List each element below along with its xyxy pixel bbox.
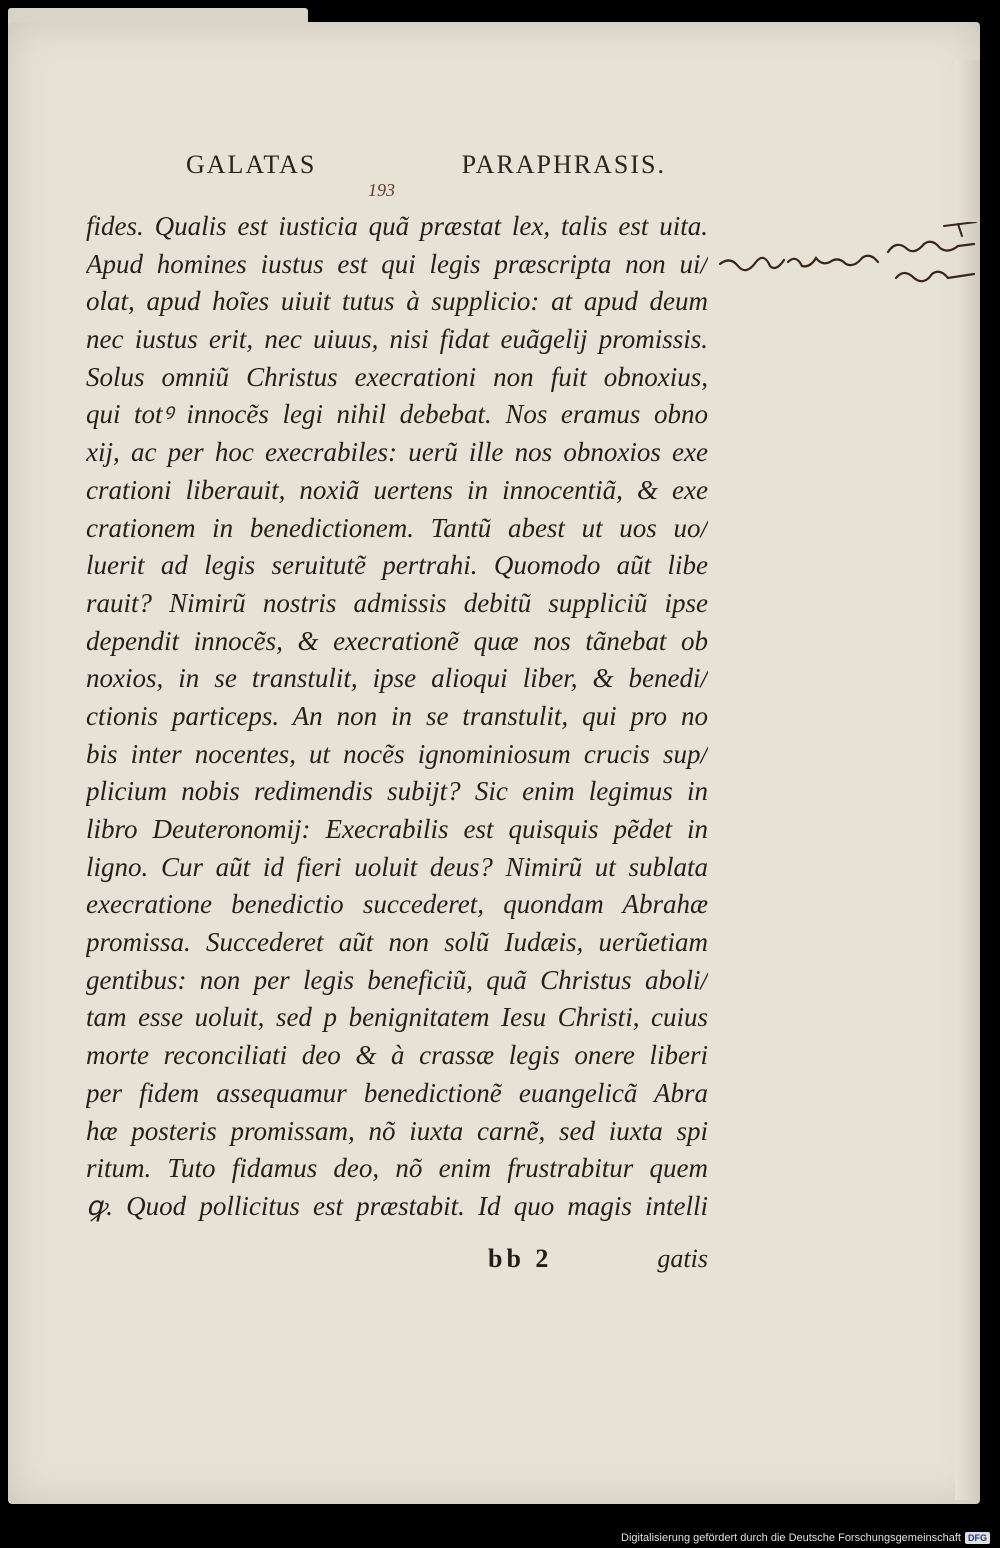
text-line: Solus omniũ Christus execrationi non fuit obnoxius, (86, 361, 708, 392)
text-line: olat, apud hoĩes uiuit tutus à supplicio: at apud deum (86, 286, 708, 317)
text-line: execratione benedictio succederet, quondam Abrahæ (86, 889, 708, 920)
signature-mark: bb 2 (488, 1244, 553, 1273)
text-line: morte reconciliati deo & à crassæ legis onere liberi (86, 1040, 708, 1071)
text-line: luerit ad legis seruitutẽ pertrahi. Quomodo aũt libe (86, 550, 708, 581)
handwritten-folio-number: 193 (368, 180, 395, 200)
credit-text: Digitalisierung gefördert durch die Deutsche Forschungsgemeinschaft (621, 1532, 961, 1544)
text-line: plicium nobis redimendis subijt? Sic enim legimus in (86, 776, 708, 807)
text-line: ligno. Cur aũt id fieri uoluit deus? Nimirũ ut sublata (86, 851, 708, 882)
handwritten-marginal-note (718, 222, 978, 312)
text-line: crationi liberauit, noxiã uertens in innocentiã, & exe (86, 474, 708, 505)
running-head-right: PARAPHRASIS. (461, 150, 666, 179)
text-line: ꝙ. Quod pollicitus est præstabit. Id quo magis intelli (86, 1190, 708, 1221)
text-line: per fidem assequamur benedictionẽ euangelicã Abra (86, 1077, 708, 1108)
text-line: noxios, in se transtulit, ipse alioqui liber, & benedi/ (86, 663, 708, 694)
body-text-block (86, 208, 708, 1226)
catchword: gatis (657, 1244, 708, 1273)
text-line: rauit? Nimirũ nostris admissis debitũ suppliciũ ipse (86, 587, 708, 618)
text-line: tam esse uoluit, sed p benignitatem Iesu Christi, cuius (86, 1002, 708, 1033)
text-line: gentibus: non per legis beneficiũ, quã Christus aboli/ (86, 964, 708, 995)
text-line: fides. Qualis est iusticia quã præstat lex, talis est uita. (86, 211, 708, 241)
text-line: dependit innocẽs, & execrationẽ quæ nos tãnebat ob (86, 625, 708, 656)
text-line: xij, ac per hoc execrabiles: uerũ ille nos obnoxios exe (86, 437, 708, 468)
text-line: nec iustus erit, nec uiuus, nisi fidat euãgelij promissis. (86, 324, 708, 355)
digitization-credit (621, 1532, 990, 1544)
text-line: Apud homines iustus est qui legis præscripta non ui/ (86, 248, 708, 279)
dfg-logo: DFG (965, 1532, 990, 1544)
page-footer (488, 1244, 708, 1274)
text-line: bis inter nocentes, ut nocẽs ignominiosum crucis sup/ (86, 738, 708, 769)
running-head (186, 150, 666, 180)
text-line: crationem in benedictionem. Tantũ abest ut uos uo/ (86, 512, 708, 543)
text-line: promissa. Succederet aũt non solũ Iudæis, uerũetiam (86, 927, 708, 958)
text-line: ctionis particeps. An non in se transtulit, qui pro no (86, 700, 708, 731)
text-line: libro Deuteronomij: Execrabilis est quisquis pẽdet in (86, 814, 708, 844)
running-head-left: GALATAS (186, 150, 317, 179)
text-line: hæ posteris promissam, nõ iuxta carnẽ, sed iuxta spi (86, 1115, 708, 1146)
text-line: qui totꝰ innocẽs legi nihil debebat. Nos eramus obno (86, 399, 708, 430)
text-line: ritum. Tuto fidamus deo, nõ enim frustrabitur quem (86, 1153, 708, 1184)
